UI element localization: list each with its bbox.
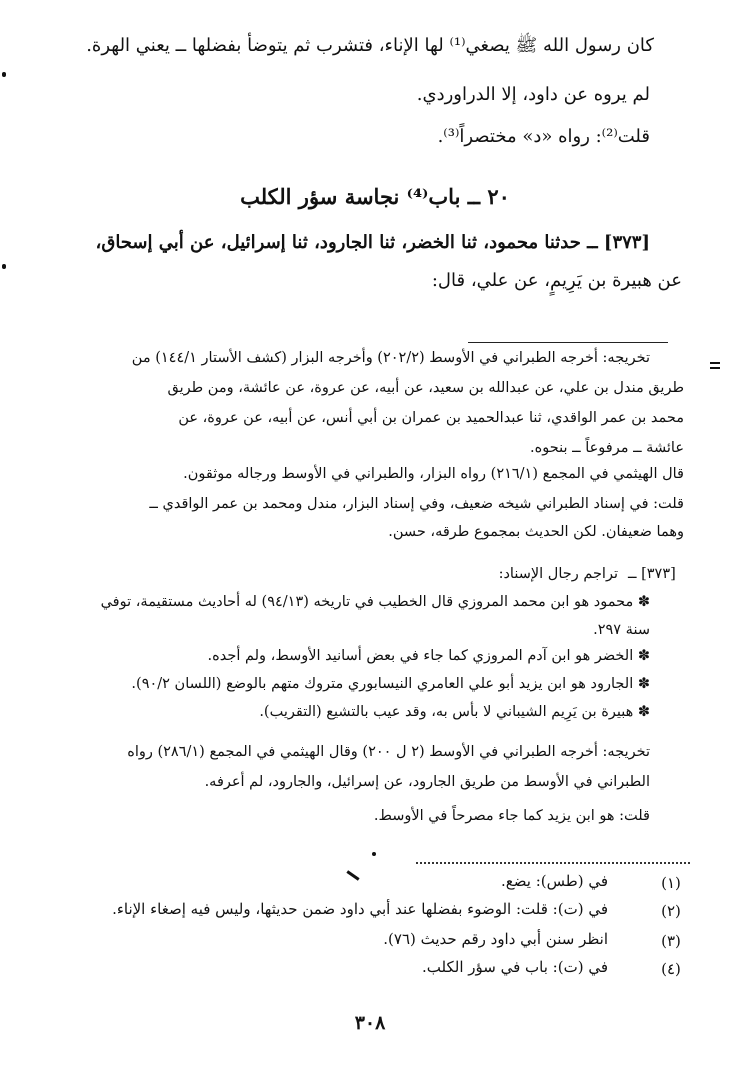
margin-mark [710, 362, 720, 364]
margin-dot [2, 72, 6, 77]
ink-dot [372, 852, 376, 856]
footnote-text: في (ت): باب في سؤر الكلب. [422, 958, 608, 976]
rijal-line-4: ✽ الجارود هو ابن يزيد أبو علي العامري النيسابوري متروك متهم بالوضع (اللسان ٩٠/٢). [131, 676, 650, 692]
chapter-heading: ٢٠ ــ باب⁽⁴⁾ نجاسة سؤر الكلب [240, 184, 510, 209]
page-number: ٣٠٨ [354, 1012, 386, 1034]
margin-dot [2, 264, 6, 269]
footnote-number: (٢) [661, 902, 681, 920]
rijal-line-1: ✽ محمود هو ابن محمد المروزي قال الخطيب في تاريخه (٩٤/١٣) له أحاديث مستقيمة، توفي [100, 594, 650, 610]
takhrij-1-line-6: قلت: في إسناد الطبراني شيخه ضعيف، وفي إسناد البزار، مندل ومحمد بن عمر الواقدي ــ [149, 496, 684, 512]
rijal-line-2: سنة ٢٩٧. [593, 622, 650, 638]
rijal-line-3: ✽ الخضر هو ابن آدم المروزي كما جاء في بعض أسانيد الأوسط، ولم أجده. [207, 648, 650, 664]
footnote-number: (٣) [661, 932, 681, 950]
footnote-text: في (ت): قلت: الوضوء بفضلها عند أبي داود ضمن حديثها، وليس فيه إصغاء الإناء. [112, 900, 608, 918]
footnote-number: (٤) [661, 960, 681, 978]
text-line-top-2: لم يروه عن داود، إلا الدراوردي. [416, 84, 650, 105]
takhrij-2-line-2: الطبراني في الأوسط من طريق الجارود، عن إسرائيل، والجارود، لم أعرفه. [204, 774, 650, 790]
takhrij-1-line-1: تخريجه: أخرجه الطبراني في الأوسط (٢٠٢/٢) وأخرجه البزار (كشف الأستار ١٤٤/١) من [131, 350, 650, 366]
rijal-title: تراجم رجال الإسناد: [498, 566, 618, 582]
takhrij-1-line-2: طريق مندل بن علي، عن عبدالله بن سعيد، عن أبيه، عن عروة، عن عائشة، ومن طريق [167, 380, 684, 396]
takhrij-1-line-7: وهما ضعيفان. لكن الحديث بمجموع طرقه، حسن. [388, 524, 684, 540]
text-line-top-3: قلت⁽²⁾: رواه «د» مختصراً⁽³⁾. [437, 126, 650, 147]
footnote-text: انظر سنن أبي داود رقم حديث (٧٦). [383, 930, 608, 948]
rijal-line-5: ✽ هبيرة بن يَرِيم الشيباني لا بأس به، وقد عيب بالتشيع (التقريب). [259, 704, 650, 720]
text-line-top-1: كان رسول الله ﷺ يصغي⁽¹⁾ لها الإناء، فتشرب ثم يتوضأ بفضلها ــ يعني الهرة. [86, 35, 654, 56]
footnote-number: (١) [661, 874, 681, 892]
section-divider [468, 342, 668, 343]
takhrij-2-line-3: قلت: هو ابن يزيد كما جاء مصرحاً في الأوسط. [373, 808, 650, 824]
footnote-divider [416, 862, 690, 864]
takhrij-1-line-4: عائشة ــ مرفوعاً ــ بنحوه. [530, 440, 684, 456]
takhrij-1-line-3: محمد بن عمر الواقدي، ثنا عبدالحميد بن عمران بن أبي أنس، عن أبيه، عن عروة، عن [178, 410, 684, 426]
takhrij-1-line-5: قال الهيثمي في المجمع (٢١٦/١) رواه البزار، والطبراني في الأوسط ورجاله موثقون. [183, 466, 684, 482]
takhrij-2-line-1: تخريجه: أخرجه الطبراني في الأوسط (٢ ل ٢٠٠) وقال الهيثمي في المجمع (٢٨٦/١) رواه [127, 744, 650, 760]
hadith-line-1: [٣٧٣] ــ حدثنا محمود، ثنا الخضر، ثنا الجارود، ثنا إسرائيل، عن أبي إسحاق، [95, 232, 650, 253]
margin-mark [710, 367, 720, 369]
ink-mark [346, 870, 359, 880]
footnote-text: في (طس): يضع. [501, 872, 608, 890]
rijal-section-label: [٣٧٣] ــ [628, 566, 676, 582]
hadith-line-2: عن هبيرة بن يَرِيمٍ، عن علي، قال: [431, 270, 682, 291]
